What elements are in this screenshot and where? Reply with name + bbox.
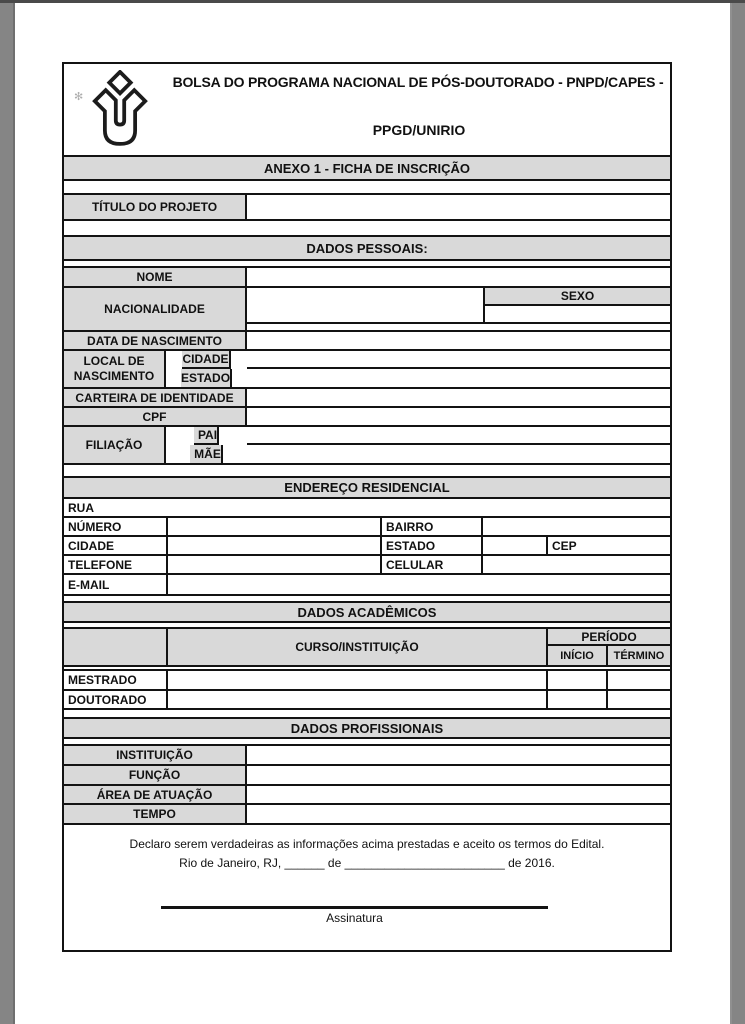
inscription-form [62, 62, 672, 952]
profissionais-header: DADOS PROFISSIONAIS [64, 719, 670, 737]
form-title: BOLSA DO PROGRAMA NACIONAL DE PÓS-DOUTORADO - PNPD/CAPES - [172, 74, 664, 90]
cidade-input[interactable] [168, 537, 382, 554]
email-input[interactable] [168, 575, 670, 594]
local-nascimento-label: LOCAL DE NASCIMENTO [64, 351, 166, 387]
spacer-row [64, 181, 670, 195]
spacer-band [247, 324, 670, 330]
rua-label[interactable]: RUA [68, 500, 94, 515]
signature-line [161, 906, 548, 909]
area-atuacao-label: ÁREA DE ATUAÇÃO [64, 786, 247, 803]
viewer-gutter-left [0, 0, 15, 1024]
mestrado-curso-input[interactable] [168, 671, 548, 689]
projeto-input[interactable] [247, 195, 670, 219]
funcao-label: FUNÇÃO [64, 766, 247, 784]
mae-input[interactable] [247, 445, 670, 463]
academicos-header: DADOS ACADÊMICOS [64, 603, 670, 621]
telefone-label: TELEFONE [64, 556, 168, 573]
anexo-header: ANEXO 1 - FICHA DE INSCRIÇÃO [64, 157, 670, 179]
carteira-identidade-label: CARTEIRA DE IDENTIDADE [64, 389, 247, 406]
academicos-corner-cell [64, 629, 168, 665]
spacer-row [64, 261, 670, 268]
doutorado-label: DOUTORADO [64, 691, 168, 708]
doutorado-termino-input[interactable] [608, 691, 670, 708]
spacer-row [64, 221, 670, 237]
signature-label: Assinatura [326, 911, 383, 925]
nome-input[interactable] [247, 268, 670, 286]
dados-pessoais-header: DADOS PESSOAIS: [64, 237, 670, 259]
sexo-input[interactable] [485, 306, 670, 322]
cidade-label: CIDADE [64, 537, 168, 554]
spacer-row [64, 710, 670, 719]
bairro-label: BAIRRO [382, 518, 483, 535]
estado-label: ESTADO [382, 537, 483, 554]
filiacao-label: FILIAÇÃO [64, 427, 166, 463]
bairro-input[interactable] [483, 518, 670, 535]
periodo-header: PERÍODO [548, 629, 670, 646]
logo-star-mark: ✻ [74, 91, 84, 103]
table-row [64, 671, 670, 691]
projeto-label: TÍTULO DO PROJETO [64, 195, 247, 219]
instituicao-label: INSTITUIÇÃO [64, 746, 247, 764]
carteira-identidade-input[interactable] [247, 389, 670, 406]
celular-input[interactable] [483, 556, 670, 573]
termino-header: TÉRMINO [608, 646, 670, 665]
numero-label: NÚMERO [64, 518, 168, 535]
unirio-logo-icon [74, 70, 166, 154]
local-estado-input[interactable] [247, 369, 670, 387]
form-header [64, 64, 670, 157]
table-row [64, 691, 670, 710]
spacer-row [64, 596, 670, 603]
area-atuacao-input[interactable] [247, 786, 670, 803]
mestrado-termino-input[interactable] [608, 671, 670, 689]
data-nascimento-label: DATA DE NASCIMENTO [64, 332, 247, 349]
form-subtitle: PPGD/UNIRIO [372, 122, 466, 138]
curso-instituicao-header: CURSO/INSTITUIÇÃO [168, 629, 548, 665]
celular-label: CELULAR [382, 556, 483, 573]
mestrado-inicio-input[interactable] [548, 671, 608, 689]
tempo-input[interactable] [247, 805, 670, 823]
inicio-header: INÍCIO [548, 646, 608, 665]
spacer-row [64, 739, 670, 746]
funcao-input[interactable] [247, 766, 670, 784]
viewer-top-bar [0, 0, 745, 3]
endereco-header: ENDEREÇO RESIDENCIAL [64, 478, 670, 497]
pai-label: PAI [194, 427, 219, 445]
pai-input[interactable] [247, 427, 670, 445]
nome-label: NOME [64, 268, 247, 286]
telefone-input[interactable] [168, 556, 382, 573]
declaration-text: Declaro serem verdadeiras as informações acima prestadas e aceito os termos do Edital. [129, 837, 605, 851]
cpf-label: CPF [64, 408, 247, 425]
doutorado-inicio-input[interactable] [548, 691, 608, 708]
data-nascimento-input[interactable] [247, 332, 670, 349]
spacer-row [64, 465, 670, 478]
nacionalidade-label: NACIONALIDADE [64, 288, 247, 330]
local-cidade-label: CIDADE [182, 351, 230, 369]
local-estado-label: ESTADO [180, 371, 231, 385]
instituicao-input[interactable] [247, 746, 670, 764]
local-cidade-input[interactable] [247, 351, 670, 369]
cpf-input[interactable] [247, 408, 670, 425]
email-label: E-MAIL [64, 575, 168, 594]
tempo-label: TEMPO [64, 805, 247, 823]
numero-input[interactable] [168, 518, 382, 535]
sexo-label: SEXO [485, 288, 670, 306]
estado-input[interactable] [483, 537, 548, 554]
cep-label[interactable]: CEP [552, 538, 577, 553]
mae-label: MÃE [190, 445, 223, 463]
declaration-section [64, 825, 670, 950]
viewer-gutter-right [730, 0, 745, 1024]
declaration-date-line: Rio de Janeiro, RJ, ______ de ________________________ de 2016. [179, 856, 555, 870]
doutorado-curso-input[interactable] [168, 691, 548, 708]
nacionalidade-input[interactable] [247, 288, 485, 322]
mestrado-label: MESTRADO [64, 671, 168, 689]
